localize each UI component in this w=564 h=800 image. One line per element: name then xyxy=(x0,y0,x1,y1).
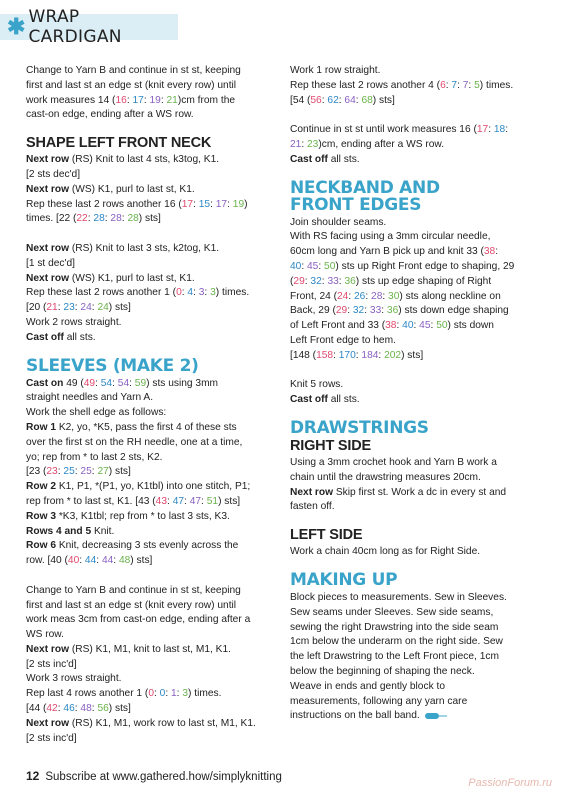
paragraph: Change to Yarn B and continue in st st, keeping xyxy=(26,65,241,76)
line: Row 1 K2, yo, *K5, pass the first 4 of these sts xyxy=(26,421,237,433)
line: 21: 23)cm, ending after a WS row. xyxy=(290,138,445,150)
heading-left-side: LEFT SIDE xyxy=(290,527,363,544)
line: Using a 3mm crochet hook and Yarn B work a xyxy=(290,456,497,468)
line: Back, 29 (29: 32: 33: 36) sts down edge shaping xyxy=(290,305,509,317)
heading-shape-left-front-neck: SHAPE LEFT FRONT NECK xyxy=(26,135,212,152)
line: Rep these last 2 rows another 4 (6: 7: 7: 5) times. xyxy=(290,79,514,91)
paragraph: work measures 14 (16: 17: 19: 21)cm from the xyxy=(26,94,236,106)
line: Rows 4 and 5 Knit. xyxy=(26,525,115,537)
line: 40: 45: 50) sts up Right Front edge to shaping, 29 xyxy=(290,260,515,272)
line: below the beginning of shaping the neck. xyxy=(290,665,475,677)
line: Work the shell edge as follows: xyxy=(26,407,167,419)
end-mark-icon xyxy=(425,713,439,719)
line: [54 (56: 62: 64: 68) sts] xyxy=(290,94,395,106)
line: Rep these last 2 rows another 16 (17: 15: 17: 19) xyxy=(26,198,248,210)
line: times. [22 (22: 28: 28: 28) sts] xyxy=(26,213,161,225)
line: Row 6 Knit, decreasing 3 sts evenly across the xyxy=(26,540,239,552)
line: work meas 3cm from cast-on edge, ending after a xyxy=(26,614,251,626)
line: chain until the drawstring measures 20cm. xyxy=(290,471,481,483)
line: [2 sts dec'd] xyxy=(26,168,81,180)
heading-drawstrings: DRAWSTRINGS xyxy=(290,417,429,438)
line: the left Drawstring to the Left Front piece, 1cm xyxy=(290,651,499,663)
line: With RS facing using a 3mm circular needle, xyxy=(290,231,491,243)
line: fasten off. xyxy=(290,501,335,513)
watermark: PassionForum.ru xyxy=(468,777,552,789)
line: Left Front edge to hem. xyxy=(290,334,396,346)
line: 1cm below the underarm on the right side. Sew xyxy=(290,636,503,648)
line: Knit 5 rows. xyxy=(290,379,344,391)
line: Sew seams under Sleeves. Sew side seams, xyxy=(290,606,494,618)
line: WS row. xyxy=(26,629,64,641)
line: Next row (RS) Knit to last 4 sts, k3tog, K1. xyxy=(26,154,220,166)
line: Cast off all sts. xyxy=(290,394,360,406)
line: [23 (23: 25: 25: 27) sts] xyxy=(26,466,131,478)
line: Row 2 K1, P1, *(P1, yo, K1tbl) into one stitch, P1; xyxy=(26,481,251,493)
line: Next row (RS) K1, M1, work row to last st, M1, K1. xyxy=(26,717,256,729)
heading-front-edges: FRONT EDGES xyxy=(290,194,422,215)
line: Work 2 rows straight. xyxy=(26,316,122,328)
page-number: 12 xyxy=(26,769,40,783)
line: first and last st an edge st (knit every row) until xyxy=(26,599,237,611)
line: Rep last 4 rows another 1 (0: 0: 1: 3) times. xyxy=(26,688,222,700)
line: (29: 32: 33: 36) sts up edge shaping of Right xyxy=(290,275,492,287)
end-mark-tail-icon xyxy=(439,715,447,717)
line: Cast off all sts. xyxy=(290,153,360,165)
left-column xyxy=(26,64,278,746)
subscribe-text: Subscribe at www.gathered.how/simplyknitting xyxy=(45,771,282,783)
line: [20 (21: 23: 24: 24) sts] xyxy=(26,302,131,314)
line: 60cm long and Yarn B pick up and knit 33 (38: xyxy=(290,246,499,258)
section-header xyxy=(0,7,178,47)
paragraph: first and last st an edge st (knit every row) until xyxy=(26,79,237,91)
line: Cast on 49 (49: 54: 54: 59) sts using 3mm xyxy=(26,377,219,389)
line: [148 (158: 170: 184: 202) sts] xyxy=(290,349,424,361)
heading-sleeves: SLEEVES (MAKE 2) xyxy=(26,355,199,376)
line: of Left Front and 33 (38: 40: 45: 50) sts down xyxy=(290,320,494,332)
line: Work a chain 40cm long as for Right Side. xyxy=(290,546,481,558)
line: Next row Skip first st. Work a dc in every st and xyxy=(290,486,507,498)
right-column xyxy=(290,64,540,724)
line: [44 (42: 46: 48: 56) sts] xyxy=(26,703,131,715)
line: Next row (WS) K1, purl to last st, K1. xyxy=(26,183,195,195)
line: Front, 24 (24: 26: 28: 30) sts along neckline on xyxy=(290,290,501,302)
line: Change to Yarn B and continue in st st, keeping xyxy=(26,584,241,596)
line: Cast off all sts. xyxy=(26,331,96,343)
heading-right-side: RIGHT SIDE xyxy=(290,437,371,454)
line: Join shoulder seams. xyxy=(290,216,387,228)
line: Block pieces to measurements. Sew in Sleeves. xyxy=(290,591,507,603)
line: [1 st dec'd] xyxy=(26,257,75,269)
line: Work 1 row straight. xyxy=(290,65,381,76)
line: instructions on the ball band. xyxy=(290,709,540,724)
line: row. [40 (40: 44: 44: 48) sts] xyxy=(26,555,153,567)
heading-making-up: MAKING UP xyxy=(290,569,398,590)
line: sewing the right Drawstring into the side seam xyxy=(290,621,499,633)
line: measurements, following any yarn care xyxy=(290,695,468,707)
heading-neckband: NECKBAND AND xyxy=(290,177,440,198)
line: [2 sts inc'd] xyxy=(26,732,77,744)
line: Weave in ends and gently block to xyxy=(290,680,445,692)
line: Work 3 rows straight. xyxy=(26,673,122,685)
line: rep from * to last st, K1. [43 (43: 47: 47: 51) sts] xyxy=(26,495,241,507)
line: [2 sts inc'd] xyxy=(26,658,77,670)
line: Next row (RS) Knit to last 3 sts, k2tog, K1. xyxy=(26,242,220,254)
line: Row 3 *K3, K1tbl; rep from * to last 3 sts, K3. xyxy=(26,510,230,522)
paragraph: cast-on edge, ending after a WS row. xyxy=(26,109,194,121)
line: Next row (RS) K1, M1, knit to last st, M1, K1. xyxy=(26,643,231,655)
asterisk-icon: ✱ xyxy=(7,14,26,39)
line: Continue in st st until work measures 16 (17: 18: xyxy=(290,124,509,136)
line: straight needles and Yarn A. xyxy=(26,392,154,404)
line: yo; rep from * to last 2 sts, K2. xyxy=(26,451,163,463)
line: Rep these last 2 rows another 1 (0: 4: 3: 3) times. xyxy=(26,287,250,299)
pattern-title: WRAP CARDIGAN xyxy=(28,7,122,47)
page-footer xyxy=(26,769,282,783)
line: over the first st on the RH needle, one at a time, xyxy=(26,436,243,448)
line: Next row (WS) K1, purl to last st, K1. xyxy=(26,272,195,284)
